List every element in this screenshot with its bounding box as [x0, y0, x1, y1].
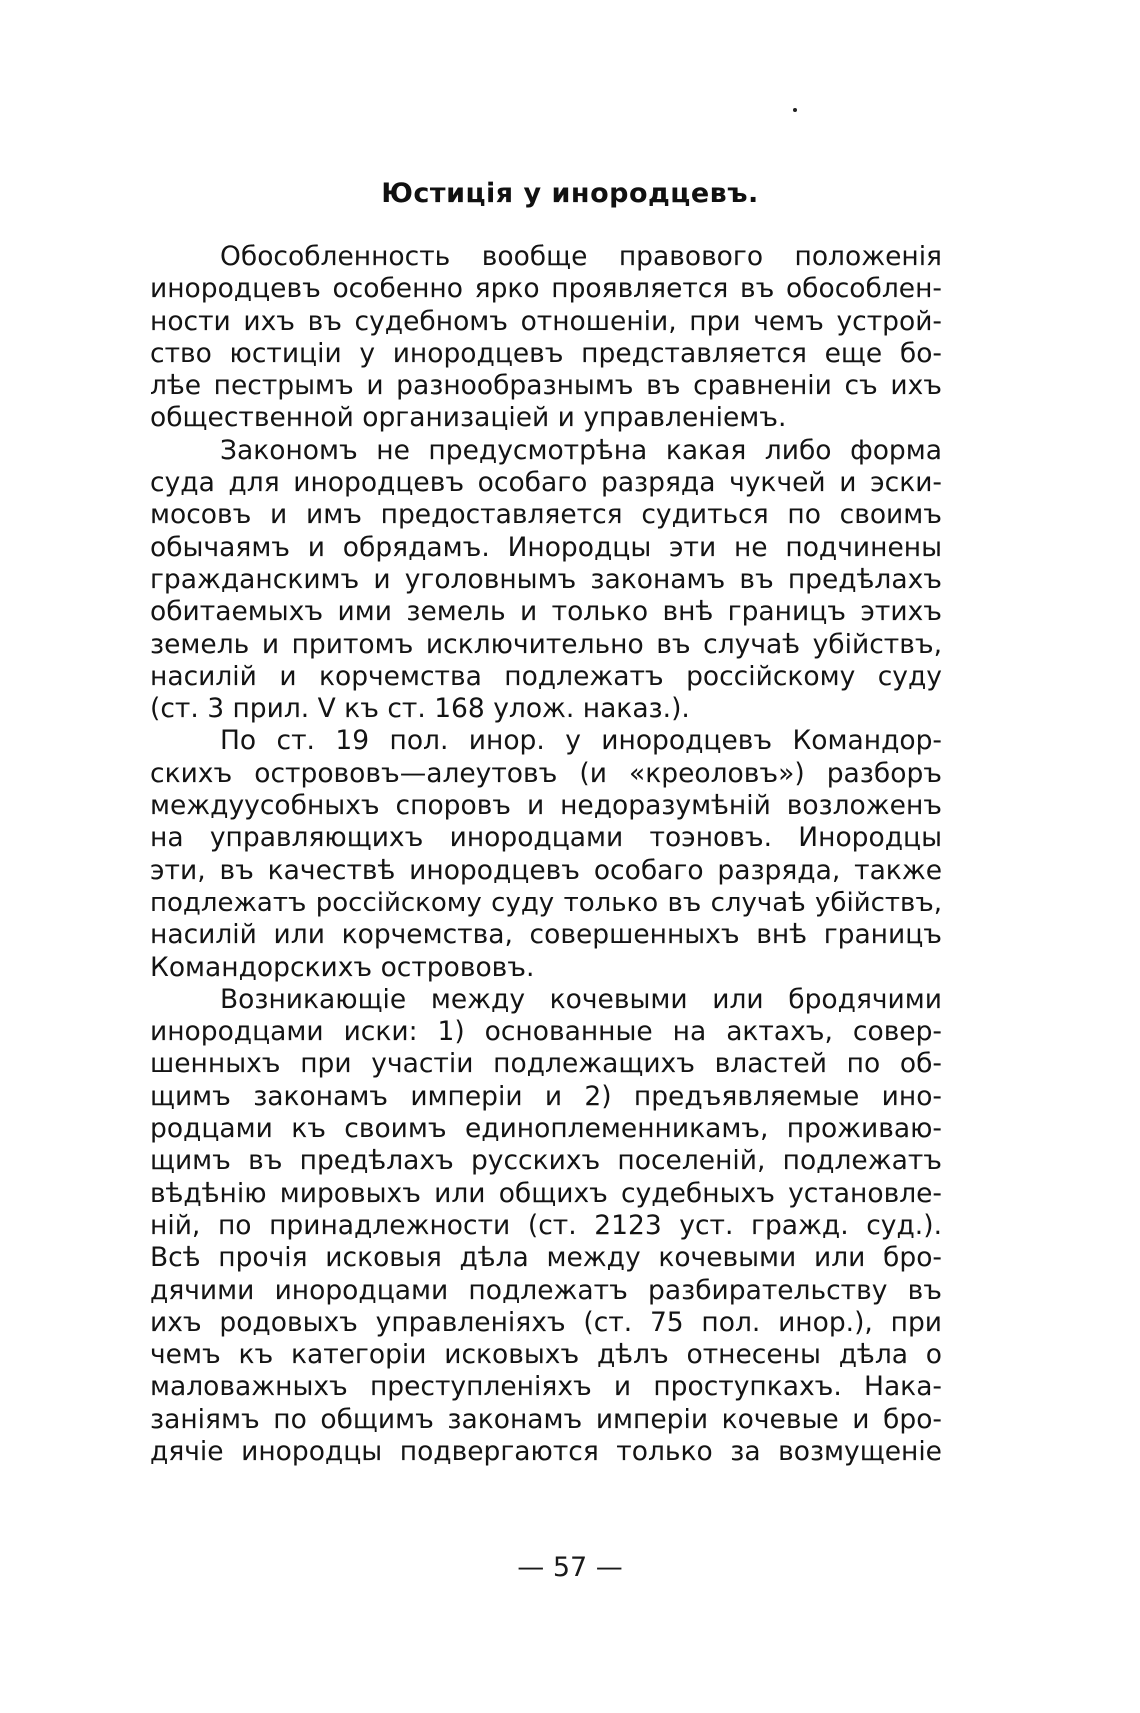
text-line: вѣдѣнію мировыхъ или общихъ судебныхъ установле-	[150, 1177, 942, 1209]
text-line: инородцами иски: 1) основанные на актахъ, совер-	[150, 1016, 942, 1048]
body-text	[150, 241, 942, 1468]
text-line: Всѣ прочія исковыя дѣла между кочевыми или бро-	[150, 1242, 942, 1274]
text-line: земель и притомъ исключительно въ случаѣ убійствъ,	[150, 628, 942, 660]
text-line: Возникающіе между кочевыми или бродячими	[220, 983, 942, 1015]
text-line: родцами къ своимъ единоплеменникамъ, проживаю-	[150, 1113, 942, 1145]
text-line: суда для инородцевъ особаго разряда чукчей и эски-	[150, 467, 942, 499]
text-line: мосовъ и имъ предоставляется судиться по своимъ	[150, 499, 942, 531]
text-line: щимъ законамъ имперіи и 2) предъявляемые ино-	[150, 1080, 942, 1112]
text-line: эти, въ качествѣ инородцевъ особаго разряда, также	[150, 854, 942, 886]
text-line: щимъ въ предѣлахъ русскихъ поселеній, подлежатъ	[150, 1145, 942, 1177]
text-line: скихъ острововъ—алеутовъ (и «креоловъ») разборъ	[150, 757, 942, 789]
page-number: — 57 —	[517, 1552, 623, 1583]
text-line: подлежатъ россійскому суду только въ случаѣ убійствъ,	[150, 887, 942, 918]
text-line: инородцевъ особенно ярко проявляется въ обособлен-	[150, 273, 942, 305]
text-line: маловажныхъ преступленіяхъ и проступкахъ. Нака-	[150, 1371, 942, 1403]
text-line: Обособленность вообще правового положенія	[220, 241, 942, 272]
text-line: ихъ родовыхъ управленіяхъ (ст. 75 пол. инор.), при	[150, 1306, 942, 1338]
text-line: насилій или корчемства, совершенныхъ внѣ границъ	[150, 919, 942, 951]
text-line: шенныхъ при участіи подлежащихъ властей по об-	[150, 1048, 942, 1080]
text-line: заніямъ по общимъ законамъ имперіи кочевые и бро-	[150, 1403, 942, 1435]
text-line: гражданскимъ и уголовнымъ законамъ въ предѣлахъ	[150, 563, 942, 595]
text-line: междуусобныхъ споровъ и недоразумѣній возложенъ	[150, 790, 942, 822]
text-line: чемъ къ категоріи исковыхъ дѣлъ отнесены дѣла о	[150, 1339, 942, 1371]
text-line: обитаемыхъ ими земель и только внѣ границъ этихъ	[150, 596, 942, 628]
text-line: на управляющихъ инородцами тоэновъ. Инородцы	[150, 822, 942, 854]
page-title: Юстиція у инородцевъ.	[381, 178, 759, 209]
text-line: дячими инородцами подлежатъ разбирательству въ	[150, 1274, 942, 1306]
text-line: общественной организаціей и управленіемъ.	[150, 402, 787, 434]
text-line: По ст. 19 пол. инор. у инородцевъ Командор-	[220, 725, 942, 757]
text-line: насилій и корчемства подлежатъ россійскому суду	[150, 660, 942, 692]
text-line: (ст. 3 прил. V къ ст. 168 улож. наказ.).	[150, 693, 690, 725]
text-line: ній, по принадлежности (ст. 2123 уст. гражд. суд.).	[150, 1209, 942, 1241]
text-line: Закономъ не предусмотрѣна какая либо форма	[220, 434, 942, 466]
text-line: обычаямъ и обрядамъ. Инородцы эти не подчинены	[150, 531, 942, 563]
text-line: дячіе инородцы подвергаются только за возмущеніе	[150, 1435, 942, 1467]
text-line: Командорскихъ острововъ.	[150, 951, 535, 983]
text-line: ство юстиціи у инородцевъ представляется еще бо-	[150, 337, 942, 369]
text-line: лѣе пестрымъ и разнообразнымъ въ сравненіи съ ихъ	[150, 370, 942, 402]
text-line: ности ихъ въ судебномъ отношеніи, при чемъ устрой-	[150, 305, 942, 337]
print-speck	[793, 108, 797, 112]
